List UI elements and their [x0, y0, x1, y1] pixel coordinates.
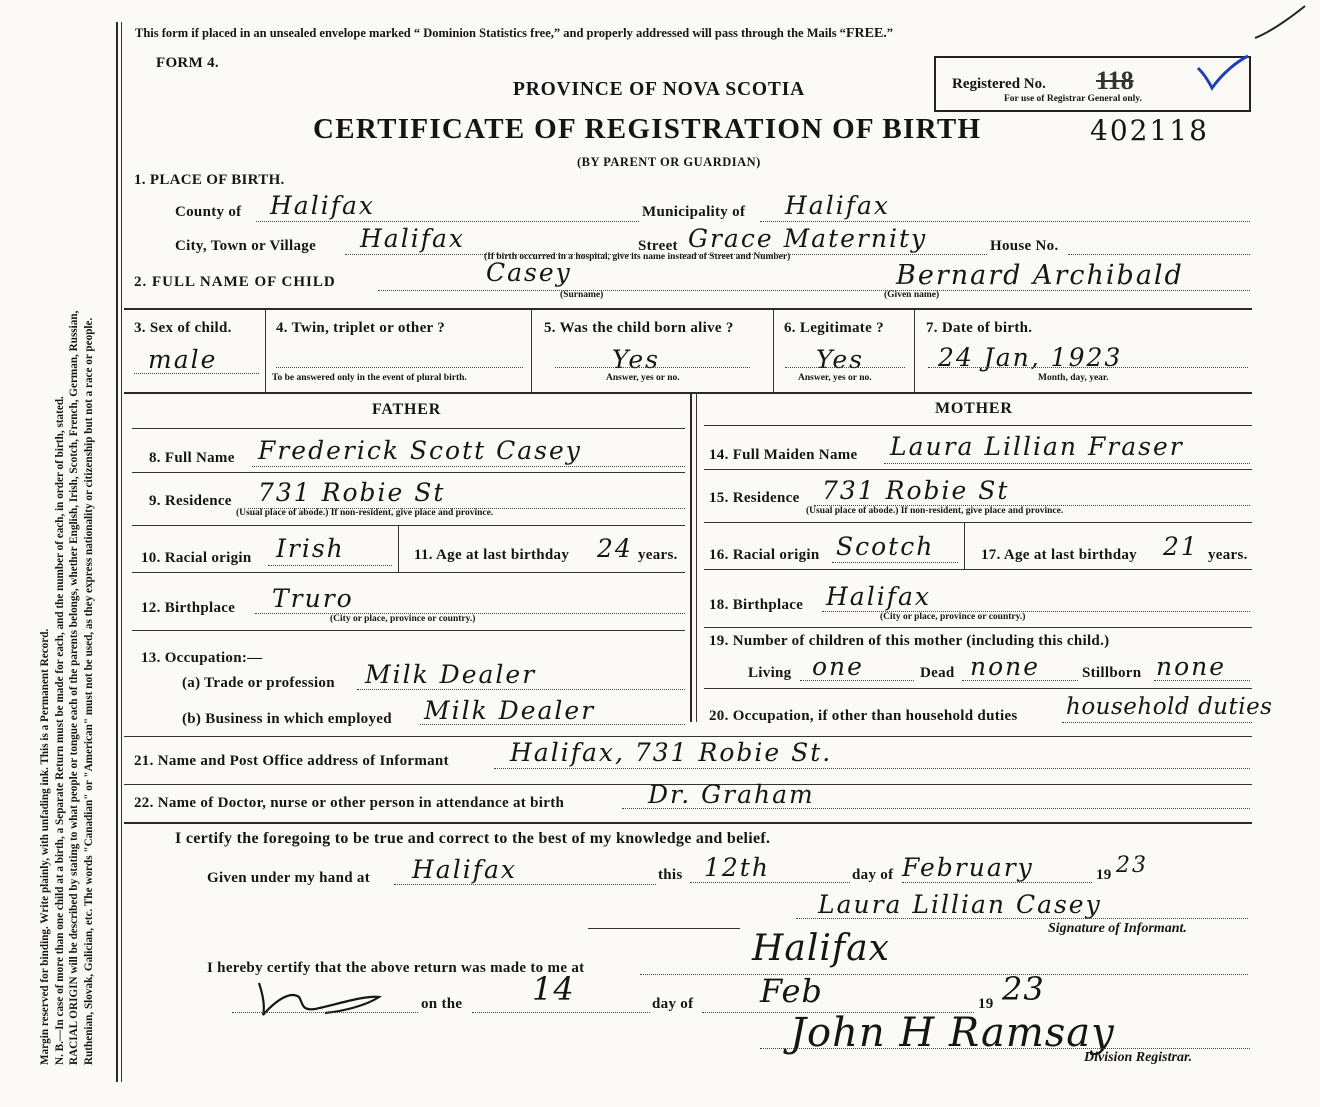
father-racial-label: 10. Racial origin — [141, 550, 252, 566]
mother-heading: MOTHER — [935, 400, 1013, 417]
living-label: Living — [748, 665, 792, 681]
father-occupation-label: 13. Occupation:— — [141, 650, 263, 666]
street-line — [682, 254, 987, 255]
house-label: House No. — [990, 238, 1059, 254]
surname-caption: (Surname) — [560, 290, 604, 300]
mother-racial-line — [832, 562, 958, 563]
informant-signature-line — [796, 918, 1248, 919]
county-value: Halifax — [270, 191, 375, 220]
doctor-label: 22. Name of Doctor, nurse or other person in attendance at birth — [134, 795, 565, 811]
county-line — [256, 221, 639, 222]
mother-racial: Scotch — [836, 532, 935, 561]
registrar-initials-line — [232, 1012, 418, 1013]
mother-name-label: 14. Full Maiden Name — [709, 447, 858, 463]
given-caption: (Given name) — [884, 290, 940, 300]
mother-years: years. — [1208, 547, 1248, 563]
registrar-statement: I hereby certify that the above return was made to me at — [207, 960, 585, 976]
form-number: FORM 4. — [156, 55, 219, 71]
mother-row-18-rule — [704, 627, 1252, 628]
reg-year: 23 — [1002, 970, 1045, 1008]
father-residence-label: 9. Residence — [149, 493, 232, 509]
registrar-signature: John H Ramsay — [790, 1010, 1115, 1056]
stillborn-value: none — [1156, 652, 1227, 681]
mother-residence: 731 Robie St — [822, 476, 1010, 505]
margin-note-binding: Margin reserved for binding. Write plainly, with unfading ink. This is a Permanent Record. — [39, 628, 51, 1065]
children-label: 19. Number of children of this mother (including this child.) — [709, 633, 1110, 649]
father-trade-label: (a) Trade or profession — [182, 675, 335, 691]
dead-value: none — [970, 652, 1041, 681]
father-heading-rule — [132, 428, 685, 429]
this-label: this — [658, 867, 683, 883]
mother-birthplace-note: (City or place, province or country.) — [880, 612, 1026, 622]
registered-label: Registered No. — [952, 76, 1046, 92]
sex-value: male — [148, 345, 218, 374]
year-prefix: 19 — [1096, 867, 1112, 883]
municipality-line — [760, 221, 1250, 222]
father-years: years. — [638, 547, 678, 563]
legitimate-note: Answer, yes or no. — [798, 373, 872, 383]
father-birthplace-note: (City or place, province or country.) — [330, 614, 476, 624]
given-month-line — [902, 882, 1092, 883]
given-label: Given under my hand at — [207, 870, 371, 886]
mother-birthplace: Halifax — [826, 582, 931, 611]
mother-row-15-rule — [704, 522, 1252, 523]
street-value: Grace Maternity — [688, 224, 928, 253]
blue-check-icon — [1194, 54, 1254, 94]
registrar-note: For use of Registrar General only. — [1004, 94, 1142, 104]
margin-note-racial-origin-cont: Ruthenian, Slovak, Galician, etc. The words "Canadian" or "American" must not be used, as they express nationality or citizenship but not a race or people. — [82, 317, 95, 1065]
registrar-initials-icon — [255, 975, 385, 1020]
father-racial-line — [268, 565, 392, 566]
mother-occupation-label: 20. Occupation, if other than household duties — [709, 708, 1018, 724]
registrar-place-line — [640, 974, 1248, 975]
mother-age-label: 17. Age at last birthday — [981, 547, 1137, 563]
certificate-number: 402118 — [1090, 114, 1209, 147]
given-place: Halifax — [412, 855, 517, 884]
twin-line — [276, 367, 523, 368]
father-age: 24 — [597, 534, 633, 563]
living-value: one — [812, 652, 864, 681]
father-row-8-rule — [132, 472, 685, 473]
certification-top-rule — [124, 822, 1252, 824]
mother-residence-note: (Usual place of abode.) If non-resident, give place and province. — [806, 506, 1064, 516]
given-year: 23 — [1116, 853, 1148, 878]
dob-line — [928, 367, 1248, 368]
check-tick-icon — [1250, 4, 1310, 44]
municipality-value: Halifax — [785, 191, 890, 220]
given-place-line — [394, 884, 656, 885]
child-surname: Casey — [486, 258, 572, 287]
margin-note-separate-return: N. B.—In case of more than one child at a birth, a Separate Return must be made for each, and the number of each, in order of birth, stated. — [53, 396, 66, 1065]
divider-3-4 — [265, 309, 266, 392]
father-trade: Milk Dealer — [365, 660, 537, 689]
reg-year-prefix: 19 — [978, 996, 994, 1012]
city-value: Halifax — [360, 224, 465, 253]
father-residence-note: (Usual place of abode.) If non-resident, give place and province. — [236, 508, 494, 518]
alive-label: 5. Was the child born alive ? — [544, 320, 734, 336]
municipality-label: Municipality of — [642, 204, 746, 220]
mother-name: Laura Lillian Fraser — [890, 432, 1184, 461]
mother-name-line — [884, 463, 1250, 464]
street-label: Street — [638, 238, 678, 254]
father-row-12-rule — [132, 630, 685, 631]
father-name-label: 8. Full Name — [149, 450, 235, 466]
dead-label: Dead — [920, 665, 955, 681]
mother-racial-label: 16. Racial origin — [709, 547, 820, 563]
reg-month: Feb — [760, 972, 823, 1010]
divider-4-5 — [531, 309, 532, 392]
given-month: February — [902, 853, 1034, 882]
sex-line — [134, 373, 259, 374]
father-business: Milk Dealer — [424, 696, 596, 725]
mail-notice: This form if placed in an unsealed envelope marked “ Dominion Statistics free,” and properly addressed will pass through the Mails “FREE.” — [135, 26, 894, 41]
twin-note: To be answered only in the event of plural birth. — [272, 373, 467, 383]
doctor-value: Dr. Graham — [648, 780, 815, 809]
house-line — [1068, 254, 1250, 255]
mother-occupation: household duties — [1066, 694, 1273, 720]
reg-day: 14 — [532, 970, 575, 1008]
legitimate-line — [785, 367, 905, 368]
registrar-signature-line — [760, 1048, 1250, 1049]
mother-birthplace-label: 18. Birthplace — [709, 597, 804, 613]
day-of-label: day of — [852, 867, 894, 883]
twin-label: 4. Twin, triplet or other ? — [276, 320, 446, 336]
county-label: County of — [175, 204, 242, 220]
alive-line — [555, 367, 750, 368]
reg-day-line — [472, 1012, 650, 1013]
place-of-birth-heading: 1. PLACE OF BIRTH. — [134, 172, 285, 188]
given-day-line — [690, 882, 850, 883]
divider-5-6 — [773, 309, 774, 392]
registrar-caption: Division Registrar. — [1084, 1050, 1193, 1065]
certificate-title: CERTIFICATE OF REGISTRATION OF BIRTH — [313, 113, 982, 145]
child-given-name: Bernard Archibald — [896, 260, 1184, 291]
informant-signature-caption: Signature of Informant. — [1048, 921, 1187, 936]
reg-day-of-label: day of — [652, 996, 694, 1012]
mother-row-16-rule — [704, 569, 1252, 570]
dob-label: 7. Date of birth. — [926, 320, 1033, 336]
father-heading: FATHER — [372, 401, 442, 418]
registered-number: 118 — [1096, 66, 1134, 95]
mother-row-14-rule — [704, 469, 1252, 470]
father-name: Frederick Scott Casey — [258, 436, 582, 465]
father-residence: 731 Robie St — [258, 478, 446, 507]
mother-age: 21 — [1163, 532, 1199, 561]
stillborn-label: Stillborn — [1082, 665, 1142, 681]
father-mother-divider-inner — [696, 392, 697, 722]
registrar-place: Halifax — [752, 928, 890, 969]
father-age-label: 11. Age at last birthday — [414, 547, 570, 563]
divider-6-7 — [914, 309, 915, 392]
row-21-top-rule — [124, 736, 1252, 737]
dob-value: 24 Jan, 1923 — [938, 343, 1123, 372]
father-birthplace-label: 12. Birthplace — [141, 600, 236, 616]
informant-label: 21. Name and Post Office address of Informant — [134, 753, 449, 769]
left-border-inner — [121, 22, 122, 1082]
mother-occupation-line — [1062, 722, 1252, 723]
informant-signature: Laura Lillian Casey — [818, 890, 1102, 919]
on-the-label: on the — [421, 996, 463, 1012]
short-rule — [588, 928, 740, 929]
legitimate-value: Yes — [816, 345, 864, 374]
given-day: 12th — [704, 853, 770, 882]
father-business-label: (b) Business in which employed — [182, 711, 392, 727]
father-mother-divider — [690, 392, 692, 722]
alive-note: Answer, yes or no. — [606, 373, 680, 383]
father-row-9-rule — [132, 525, 685, 526]
margin-note-racial-origin: RACIAL ORIGIN will be described by stating to what people or tongue each of the parents belongs, whether English, Irish, Scotch, French, German, Russian, — [68, 310, 80, 1065]
hospital-note: (If birth occurred in a hospital, give its name instead of Street and Number) — [484, 252, 791, 262]
mother-16-17-divider — [964, 523, 965, 569]
certification-statement: I certify the foregoing to be true and correct to the best of my knowledge and belief. — [175, 830, 771, 847]
sex-label: 3. Sex of child. — [134, 320, 232, 336]
father-trade-line — [357, 689, 685, 690]
father-birthplace: Truro — [272, 584, 354, 613]
left-border-outer — [116, 22, 118, 1082]
margin-notes — [38, 20, 96, 1065]
father-racial: Irish — [276, 534, 345, 563]
mother-row-19-rule — [704, 688, 1252, 689]
row-3-top-rule — [124, 308, 1252, 310]
mother-heading-rule — [704, 425, 1252, 426]
certificate-subtitle: (BY PARENT OR GUARDIAN) — [577, 155, 761, 169]
father-10-11-divider — [398, 526, 399, 572]
father-row-10-rule — [132, 572, 685, 573]
legitimate-label: 6. Legitimate ? — [784, 320, 884, 336]
registered-box — [934, 56, 1251, 112]
father-name-line — [252, 466, 685, 467]
child-name-label: 2. FULL NAME OF CHILD — [134, 274, 336, 290]
province-heading: PROVINCE OF NOVA SCOTIA — [513, 79, 805, 100]
row-3-bottom-rule — [124, 392, 1252, 394]
alive-value: Yes — [612, 345, 660, 374]
informant-value: Halifax, 731 Robie St. — [510, 738, 833, 767]
dob-note: Month, day, year. — [1038, 373, 1109, 383]
mother-residence-label: 15. Residence — [709, 490, 800, 506]
informant-line — [494, 768, 1250, 769]
city-label: City, Town or Village — [175, 238, 317, 254]
